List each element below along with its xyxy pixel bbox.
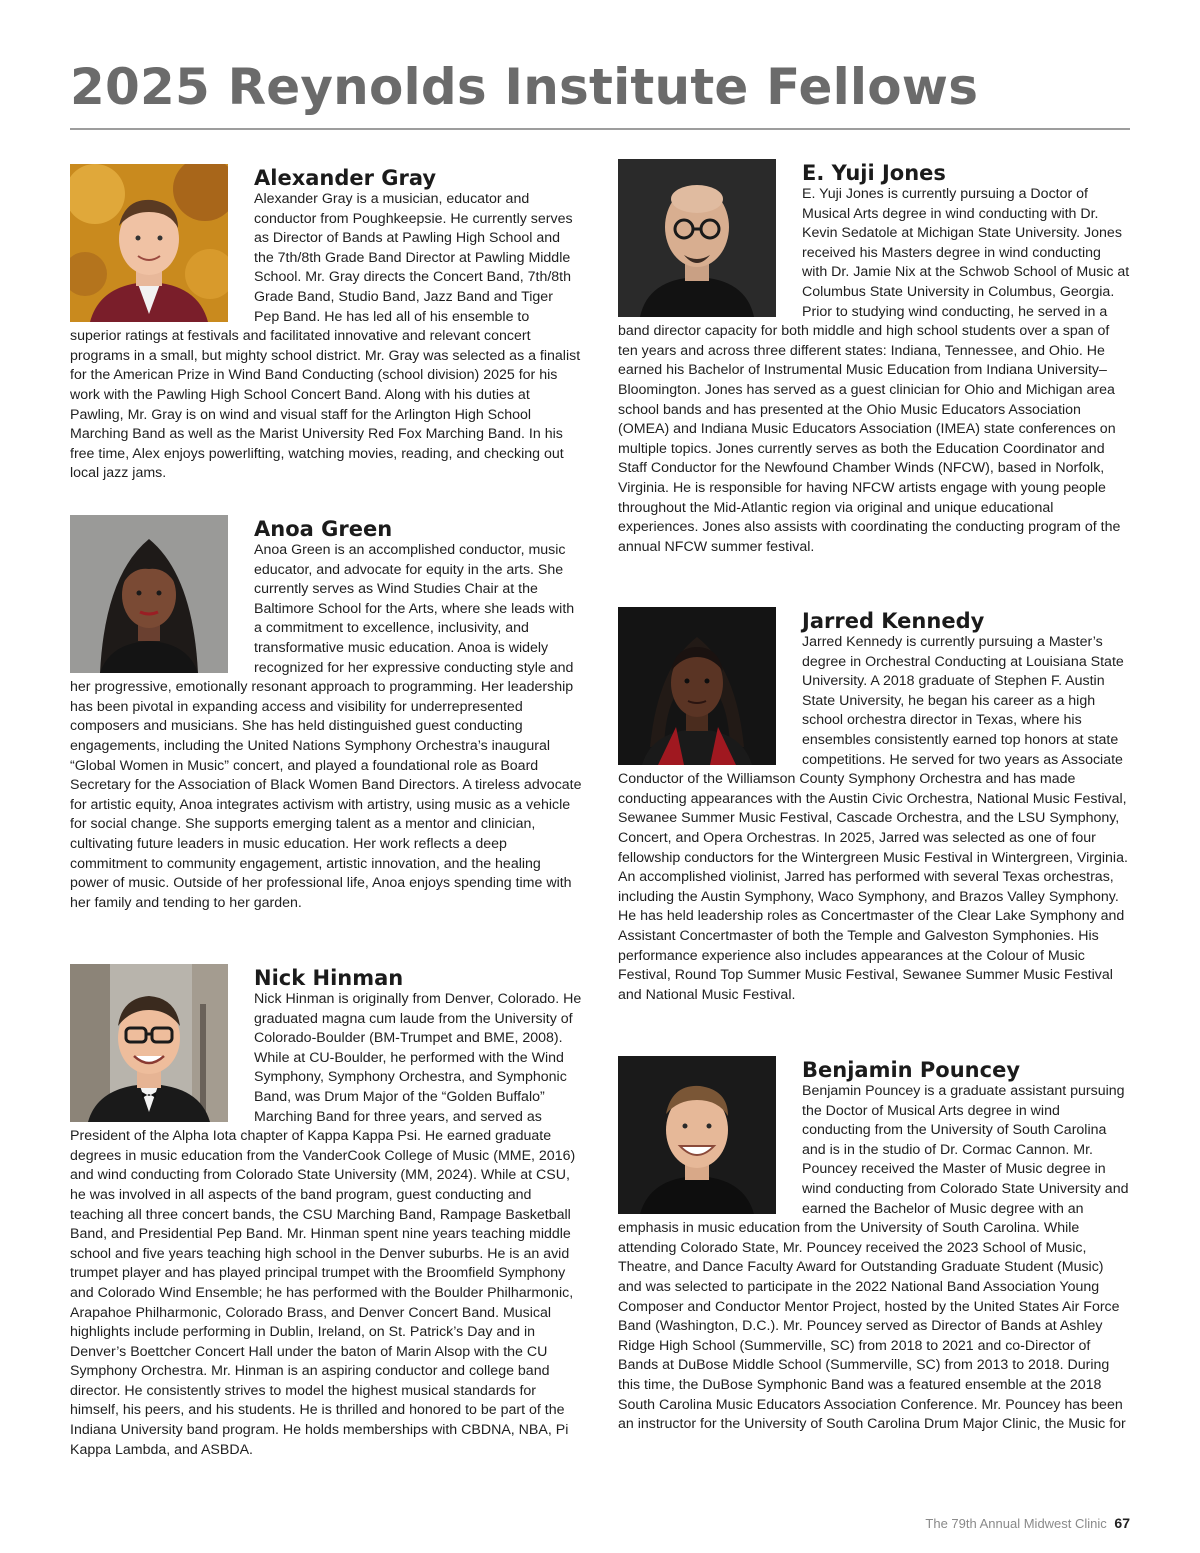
fellow-photo-benjamin-pouncey	[618, 1056, 776, 1214]
fellow-entry-e-yuji-jones	[618, 159, 1130, 557]
fellow-name: E. Yuji Jones	[802, 161, 946, 185]
fellow-name: Benjamin Pouncey	[802, 1058, 1021, 1082]
fellow-photo-alexander-gray	[70, 164, 228, 322]
page-footer	[925, 1515, 1130, 1531]
fellow-name: Jarred Kennedy	[802, 609, 985, 633]
fellow-name: Nick Hinman	[254, 966, 404, 990]
fellow-name: Anoa Green	[254, 517, 393, 541]
fellow-bio: Alexander Gray is a musician, educator and conductor from Poughkeepsie. He currently serves as Director of Bands at Pawling High School and the 7th/8th Grade Band Director at Pawling Middle School. Mr. Gray directs the Concert Band, 7th/8th Grade Band, Studio Band, Jazz Band and Tiger Pep Band. He has led all of his ensemble to superior ratings at festivals and facilitated innovative and relevant concert programs in a small, but mighty school district. Mr. Gray was selected as a finalist for the American Prize in Wind Band Conducting (school division) 2025 for his work with the Pawling High School Concert Band. Along with his duties at Pawling, Mr. Gray is on wind and visual staff for the Arlington High School Marching Band as well as the Marist University Red Fox Marching Band. In his free time, Alex enjoys powerlifting, watching movies, reading, and checking out local jazz jams.	[70, 191, 581, 482]
fellow-entry-alexander-gray	[70, 164, 582, 484]
fellow-entry-nick-hinman	[70, 964, 582, 1460]
footer-publication: The 79th Annual Midwest Clinic	[925, 1516, 1107, 1531]
fellow-bio: E. Yuji Jones is currently pursuing a Doctor of Musical Arts degree in wind conducting with Dr. Kevin Sedatole at Michigan State University. Jones received his Masters degree in wind conducting with Dr. Jamie Nix at the Schwob School of Music at Columbus State University in Columbus, Georgia. Prior to studying wind conducting, he served in a band director capacity for both middle and high school students over a span of ten years and across three different states: Indiana, Tennessee, and Ohio. He earned his Bachelor of Instrumental Music Education from Indiana University– Bloomington. Jones has served as a guest clinician for Ohio and Michigan area school bands and has presented at the Ohio Music Educators Association (OMEA) and Indiana Music Educators Association (IMEA) state conferences on multiple topics. Jones currently serves as both the Education Coordinator and Staff Conductor for the Newfound Chamber Winds (NFCW), based in Norfolk, Virginia. He is responsible for having NFCW artists engage with young people throughout the Mid-Atlantic region via original and unique educational experiences. Jones also assists with coordinating the conducting program of the annual NFCW summer festival.	[618, 186, 1130, 555]
fellow-photo-jarred-kennedy	[618, 607, 776, 765]
fellow-bio: Nick Hinman is originally from Denver, Colorado. He graduated magna cum laude from the University of Colorado-Boulder (BM-Trumpet and BME, 2008). While at CU-Boulder, he performed with the Wind Symphony, Symphony Orchestra, and Symphonic Band, was Drum Major of the “Golden Buffalo” Marching Band for three years, and served as President of the Alpha Iota chapter of Kappa Kappa Psi. He earned graduate degrees in music education from the VanderCook College of Music (MME, 2016) and wind conducting from Colorado State University (MM, 2024). While at CSU, he was involved in all aspects of the band program, guest conducting and teaching all three concert bands, the CSU Marching Band, Rampage Basketball Band, and Presidential Pep Band. Mr. Hinman spent nine years teaching middle school and five years teaching high school in the Denver suburbs. He is an avid trumpet player and has played principal trumpet with the Broomfield Symphony and Colorado Wind Ensemble; he has performed with the Boulder Philharmonic, Arapahoe Philharmonic, Colorado Brass, and Denver Concert Band. Musical highlights include performing in Dublin, Ireland, on St. Patrick’s Day and in Denver’s Boettcher Concert Hall under the baton of Marin Alsop with the CU Symphony Orchestra. Mr. Hinman is an aspiring conductor and college band director. He consistently strives to model the highest musical standards for himself, his peers, and his students. He is thrilled and honored to be part of the Indiana University band program. He holds memberships with CBDNA, NBA, Pi Kappa Lambda, and ASBDA.	[70, 991, 582, 1458]
fellow-entry-anoa-green	[70, 515, 582, 913]
fellow-entry-jarred-kennedy	[618, 607, 1130, 1005]
page-number: 67	[1114, 1515, 1130, 1531]
page-title: 2025 Reynolds Institute Fellows	[70, 58, 979, 116]
fellow-bio: Jarred Kennedy is currently pursuing a Master’s degree in Orchestral Conducting at Louisiana State University. A 2018 graduate of Stephen F. Austin State University, he began his career as a high school orchestra director in Texas, where his ensembles consistently earned top honors at state competitions. He served for two years as Associate Conductor of the Williamson County Symphony Orchestra and has made conducting appearances with the Austin Civic Orchestra, National Music Festival, Sewanee Summer Music Festival, Cascade Orchestra, and the LSU Symphony, Concert, and Opera Orchestras. In 2025, Jarred was selected as one of four fellowship conductors for the Wintergreen Music Festival in Wintergreen, Virginia. An accomplished violinist, Jarred has performed with several Texas orchestras, including the Austin Symphony, Waco Symphony, and Brazos Valley Symphony. He has held leadership roles as Concertmaster of the Clear Lake Symphony and Assistant Concertmaster of both the Temple and Galveston Symphonies. His performance experience also includes appearances at the Colour of Music Festival, Round Top Summer Music Festival, Sewanee Summer Music Festival and National Music Festival.	[618, 634, 1128, 1003]
fellow-photo-nick-hinman	[70, 964, 228, 1122]
fellow-bio: Benjamin Pouncey is a graduate assistant pursuing the Doctor of Musical Arts degree in wind conducting from the University of South Carolina and is in the studio of Dr. Cormac Cannon. Mr. Pouncey received the Master of Music degree in wind conducting from Colorado State University and earned the Bachelor of Music degree with an emphasis in music education from the University of South Carolina. While attending Colorado State, Mr. Pouncey received the 2023 School of Music, Theatre, and Dance Faculty Award for Outstanding Graduate Student (Music) and was selected to participate in the 2022 National Band Association Young Composer and Conductor Mentor Project, hosted by the United States Air Force Band (Washington, D.C.). Mr. Pouncey served as Director of Bands at Ashley Ridge High School (Summerville, SC) from 2018 to 2021 and co-Director of Bands at DuBose Middle School (Summerville, SC) from 2013 to 2018. During this time, the DuBose Symphonic Band was a featured ensemble at the 2018 South Carolina Music Educators Association Conference. Mr. Pouncey has been an instructor for the University of South Carolina Drum Major Clinic, the Music for	[618, 1083, 1129, 1433]
fellow-entry-benjamin-pouncey	[618, 1056, 1130, 1435]
fellow-photo-anoa-green	[70, 515, 228, 673]
fellow-name: Alexander Gray	[254, 166, 437, 190]
title-divider	[70, 128, 1130, 130]
fellow-bio: Anoa Green is an accomplished conductor, music educator, and advocate for equity in the arts. She currently serves as Wind Studies Chair at the Baltimore School for the Arts, where she leads with a commitment to excellence, inclusivity, and transformative music education. Anoa is widely recognized for her expressive conducting style and her progressive, emotionally resonant approach to programming. Her leadership has been pivotal in expanding access and visibility for underrepresented composers and musicians. She has held distinguished guest conducting engagements, including the United Nations Symphony Orchestra’s inaugural “Global Women in Music” concert, and played a foundational role as Board Secretary for the Association of Black Women Band Directors. A tireless advocate for artistic equity, Anoa integrates activism with artistry, using music as a vehicle for social change. She supports emerging talent as a mentor and clinician, cultivating future leaders in music education. Her work reflects a deep commitment to community engagement, artistic innovation, and the healing power of music. Outside of her professional life, Anoa enjoys spending time with her family and tending to her garden.	[70, 542, 582, 911]
fellow-photo-e-yuji-jones	[618, 159, 776, 317]
